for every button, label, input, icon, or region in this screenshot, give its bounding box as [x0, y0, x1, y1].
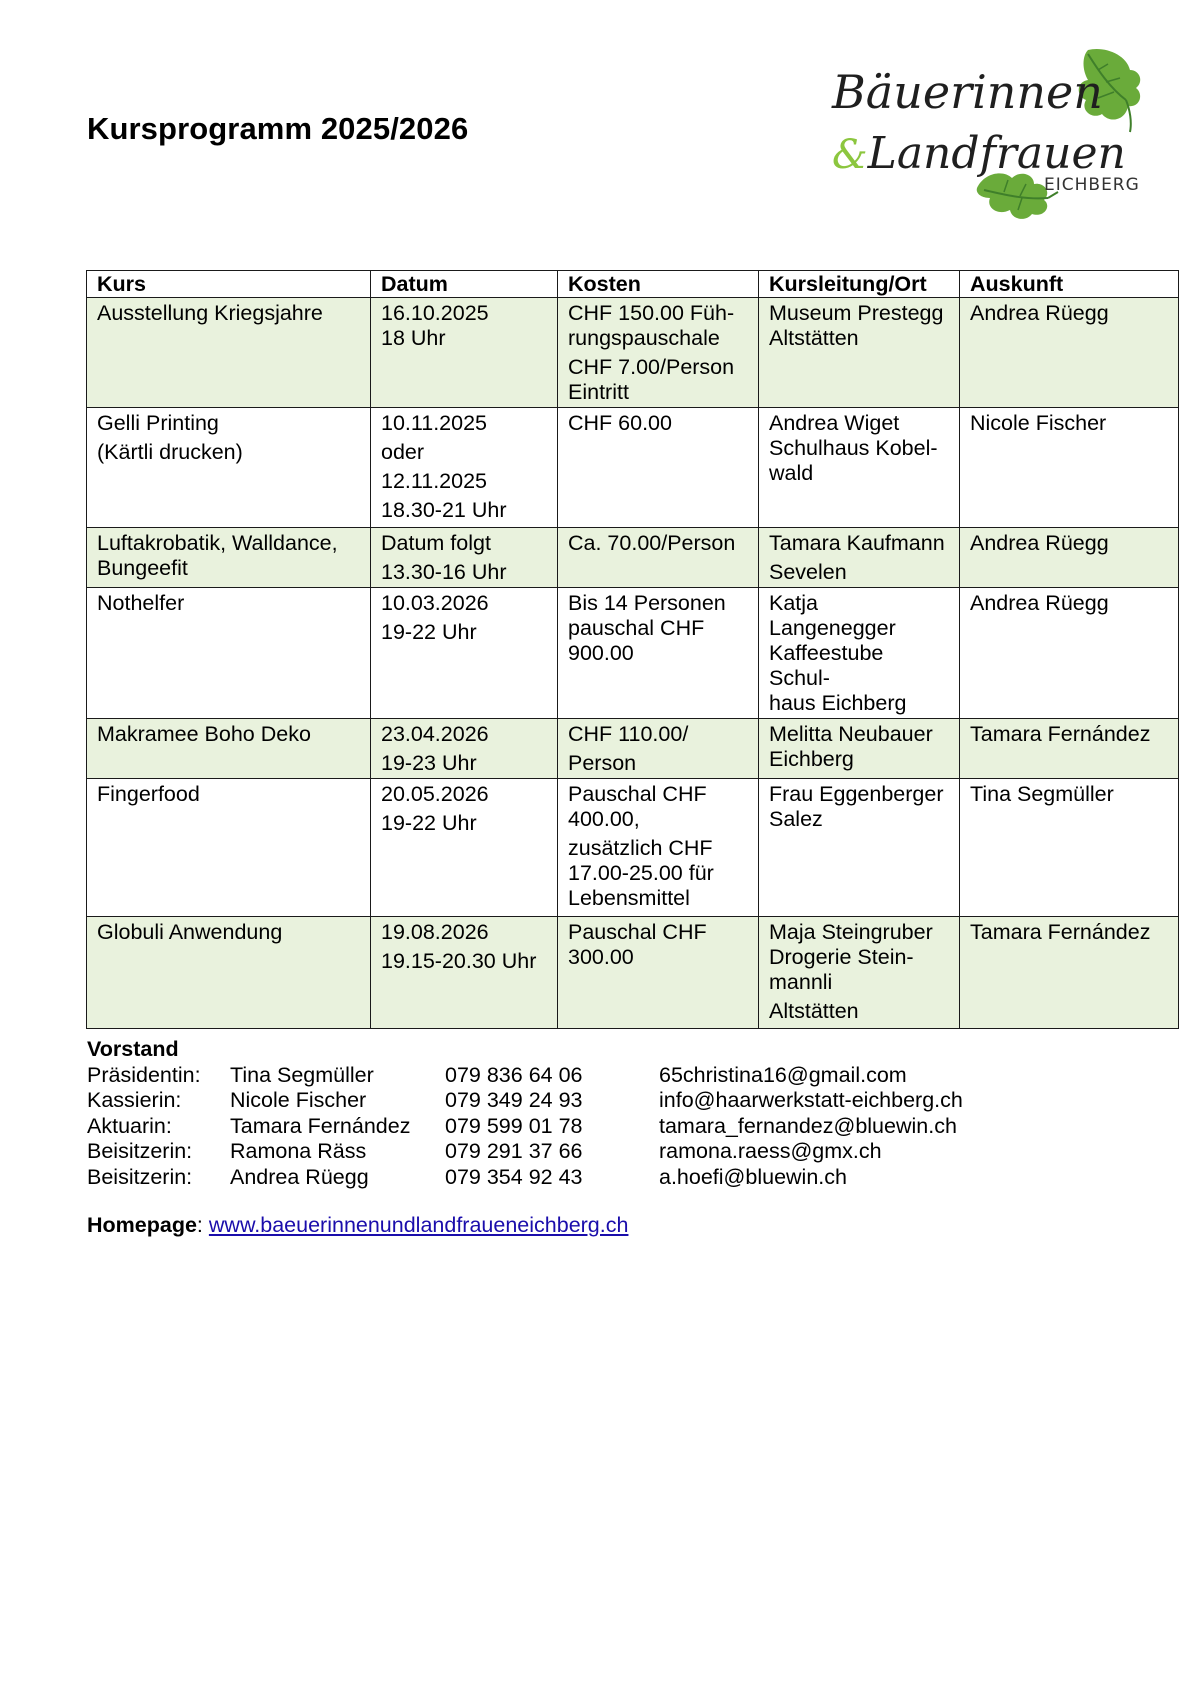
cell-kosten — [558, 779, 759, 917]
cell-kursleitung — [759, 719, 960, 779]
cell-auskunft — [960, 779, 1179, 917]
homepage-line — [87, 1212, 628, 1238]
cell-kosten — [558, 298, 759, 408]
cell-kurs — [87, 528, 371, 588]
cell-line: Tamara Fernández — [970, 722, 1151, 746]
cell-line: Andrea Rüegg — [970, 301, 1109, 325]
member-phone: 079 599 01 78 — [445, 1113, 583, 1138]
member-phone: 079 349 24 93 — [445, 1088, 583, 1112]
cell-kursleitung — [759, 408, 960, 528]
cell-line: 19.15-20.30 Uhr — [381, 949, 537, 973]
member-name: Andrea Rüegg — [230, 1164, 369, 1189]
cell-line: Maja Steingruber — [769, 920, 933, 944]
cell-kosten — [558, 528, 759, 588]
cell-datum — [371, 719, 558, 779]
cell-line: Eichberg — [769, 747, 854, 771]
homepage-link[interactable]: www.baeuerinnenundlandfraueneichberg.ch — [208, 1213, 629, 1237]
cell-line: CHF 60.00 — [568, 411, 672, 435]
column-header-kurs: Kurs — [87, 271, 371, 298]
cell-line: Schulhaus Kobel- — [769, 436, 938, 460]
member-email: info@haarwerkstatt-eichberg.ch — [659, 1088, 963, 1112]
cell-line: Nicole Fischer — [970, 411, 1107, 435]
cell-kosten — [558, 588, 759, 719]
table-row — [87, 779, 1179, 917]
cell-kursleitung — [759, 779, 960, 917]
member-role: Präsidentin: — [87, 1062, 201, 1087]
cell-auskunft — [960, 719, 1179, 779]
member-email: a.hoefi@bluewin.ch — [659, 1164, 847, 1189]
board-member — [87, 1113, 957, 1140]
member-role: Beisitzerin: — [87, 1164, 193, 1189]
cell-line: zusätzlich CHF — [568, 836, 713, 860]
column-header-datum: Datum — [371, 271, 558, 298]
member-role: Beisitzerin: — [87, 1139, 193, 1163]
cell-line: Andrea Wiget — [769, 411, 900, 435]
table-row — [87, 298, 1179, 408]
cell-line: CHF 7.00/Person — [568, 355, 735, 379]
cell-line: Bungeefit — [97, 556, 188, 580]
column-header-kosten: Kosten — [558, 271, 759, 298]
cell-line: rungspauschale — [568, 326, 720, 350]
cell-kosten — [558, 917, 759, 1029]
cell-kurs — [87, 408, 371, 528]
cell-line: Sevelen — [769, 560, 847, 584]
homepage-label: Homepage — [87, 1213, 197, 1237]
cell-datum — [371, 588, 558, 719]
cell-line: Ca. 70.00/Person — [568, 531, 736, 555]
homepage-separator: : — [196, 1213, 203, 1237]
cell-auskunft — [960, 408, 1179, 528]
column-header-kursleitung: Kursleitung/Ort — [759, 271, 960, 298]
cell-line: Gelli Printing — [97, 411, 219, 435]
cell-line: 17.00-25.00 für — [568, 861, 714, 885]
table-row — [87, 528, 1179, 588]
cell-line: 10.03.2026 — [381, 591, 489, 615]
cell-datum — [371, 917, 558, 1029]
table-row — [87, 719, 1179, 779]
cell-line: 900.00 — [568, 641, 634, 665]
cell-line: Person — [568, 751, 637, 775]
cell-line: Salez — [769, 807, 823, 831]
cell-line: 18 Uhr — [381, 326, 446, 350]
cell-kursleitung — [759, 528, 960, 588]
table-row — [87, 408, 1179, 528]
cell-kursleitung — [759, 298, 960, 408]
cell-line: 18.30-21 Uhr — [381, 498, 507, 522]
course-table — [86, 270, 1179, 1029]
cell-line: Andrea Rüegg — [970, 591, 1109, 615]
member-phone: 079 354 92 43 — [445, 1164, 583, 1189]
cell-line: mannli — [769, 970, 833, 994]
cell-line: Nothelfer — [97, 591, 185, 615]
page-title: Kursprogramm 2025/2026 — [87, 111, 469, 146]
cell-line: pauschal CHF — [568, 616, 705, 640]
svg-text:&Landfrauen: &Landfrauen — [832, 128, 1126, 179]
cell-auskunft — [960, 588, 1179, 719]
cell-line: Tamara Fernández — [970, 920, 1151, 944]
cell-line: Pauschal CHF — [568, 920, 707, 944]
cell-line: Museum Prestegg — [769, 301, 944, 325]
board-heading: Vorstand — [87, 1037, 179, 1061]
cell-kursleitung — [759, 588, 960, 719]
cell-line: Ausstellung Kriegsjahre — [97, 301, 323, 325]
svg-text:Bäuerinnen: Bäuerinnen — [832, 65, 1103, 119]
cell-line: 300.00 — [568, 945, 634, 969]
board-section — [87, 1037, 963, 1190]
cell-auskunft — [960, 528, 1179, 588]
cell-kurs — [87, 588, 371, 719]
member-phone: 079 291 37 66 — [445, 1139, 583, 1163]
member-phone: 079 836 64 06 — [445, 1062, 583, 1087]
cell-kosten — [558, 408, 759, 528]
cell-line: Pauschal CHF — [568, 782, 707, 806]
cell-line: 12.11.2025 — [381, 469, 488, 493]
cell-kurs — [87, 917, 371, 1029]
cell-kursleitung — [759, 917, 960, 1029]
member-email: tamara_fernandez@bluewin.ch — [659, 1113, 957, 1138]
cell-datum — [371, 779, 558, 917]
cell-line: Makramee Boho Deko — [97, 722, 311, 746]
cell-line: Lebensmittel — [568, 886, 690, 910]
member-email: 65christina16@gmail.com — [659, 1062, 907, 1087]
cell-auskunft — [960, 298, 1179, 408]
cell-line: Kaffeestube Schul- — [769, 641, 884, 690]
cell-line: haus Eichberg — [769, 691, 907, 715]
svg-text:EICHBERG: EICHBERG — [1044, 175, 1140, 195]
cell-line: Fingerfood — [97, 782, 200, 806]
cell-line: (Kärtli drucken) — [97, 440, 243, 464]
cell-line: 19.08.2026 — [381, 920, 489, 944]
member-email: ramona.raess@gmx.ch — [659, 1139, 882, 1163]
cell-line: 400.00, — [568, 807, 640, 831]
cell-line: 13.30-16 Uhr — [381, 560, 507, 584]
cell-kurs — [87, 779, 371, 917]
board-member — [87, 1164, 847, 1191]
cell-line: Bis 14 Personen — [568, 591, 726, 615]
member-name: Tina Segmüller — [230, 1062, 374, 1087]
cell-line: Tina Segmüller — [970, 782, 1114, 806]
cell-auskunft — [960, 917, 1179, 1029]
cell-line: Katja Langenegger — [769, 591, 896, 640]
cell-line: Datum folgt — [381, 531, 491, 555]
cell-line: Drogerie Stein- — [769, 945, 914, 969]
cell-line: Globuli Anwendung — [97, 920, 283, 944]
member-name: Ramona Räss — [230, 1139, 367, 1163]
cell-kurs — [87, 719, 371, 779]
cell-line: oder — [381, 440, 425, 464]
cell-line: 19-22 Uhr — [381, 811, 477, 835]
member-name: Tamara Fernández — [230, 1113, 411, 1138]
board-member — [87, 1139, 882, 1165]
cell-line: wald — [769, 461, 814, 485]
cell-line: Eintritt — [568, 380, 629, 404]
table-row — [87, 588, 1179, 719]
cell-line: Tamara Kaufmann — [769, 531, 945, 555]
cell-kurs — [87, 298, 371, 408]
cell-datum — [371, 528, 558, 588]
cell-line: 20.05.2026 — [381, 782, 489, 806]
cell-line: Altstätten — [769, 326, 859, 350]
board-member — [87, 1062, 907, 1089]
column-header-auskunft: Auskunft — [960, 271, 1179, 298]
logo — [826, 40, 1146, 220]
cell-kosten — [558, 719, 759, 779]
cell-line: Luftakrobatik, Walldance, — [97, 531, 338, 555]
cell-line: 19-23 Uhr — [381, 751, 477, 775]
cell-line: 19-22 Uhr — [381, 620, 477, 644]
member-role: Kassierin: — [87, 1088, 182, 1112]
cell-line: 10.11.2025 — [381, 411, 488, 435]
cell-datum — [371, 408, 558, 528]
cell-line: Melitta Neubauer — [769, 722, 933, 746]
member-name: Nicole Fischer — [230, 1088, 367, 1112]
cell-line: Frau Eggenberger — [769, 782, 944, 806]
cell-datum — [371, 298, 558, 408]
member-role: Aktuarin: — [87, 1113, 172, 1138]
cell-line: Altstätten — [769, 999, 859, 1023]
table-row — [87, 917, 1179, 1029]
cell-line: 23.04.2026 — [381, 722, 489, 746]
board-member — [87, 1088, 963, 1114]
table-header-row — [87, 271, 1179, 298]
cell-line: CHF 150.00 Füh- — [568, 301, 735, 325]
cell-line: CHF 110.00/ — [568, 722, 689, 746]
cell-line: 16.10.2025 — [381, 301, 489, 325]
cell-line: Andrea Rüegg — [970, 531, 1109, 555]
